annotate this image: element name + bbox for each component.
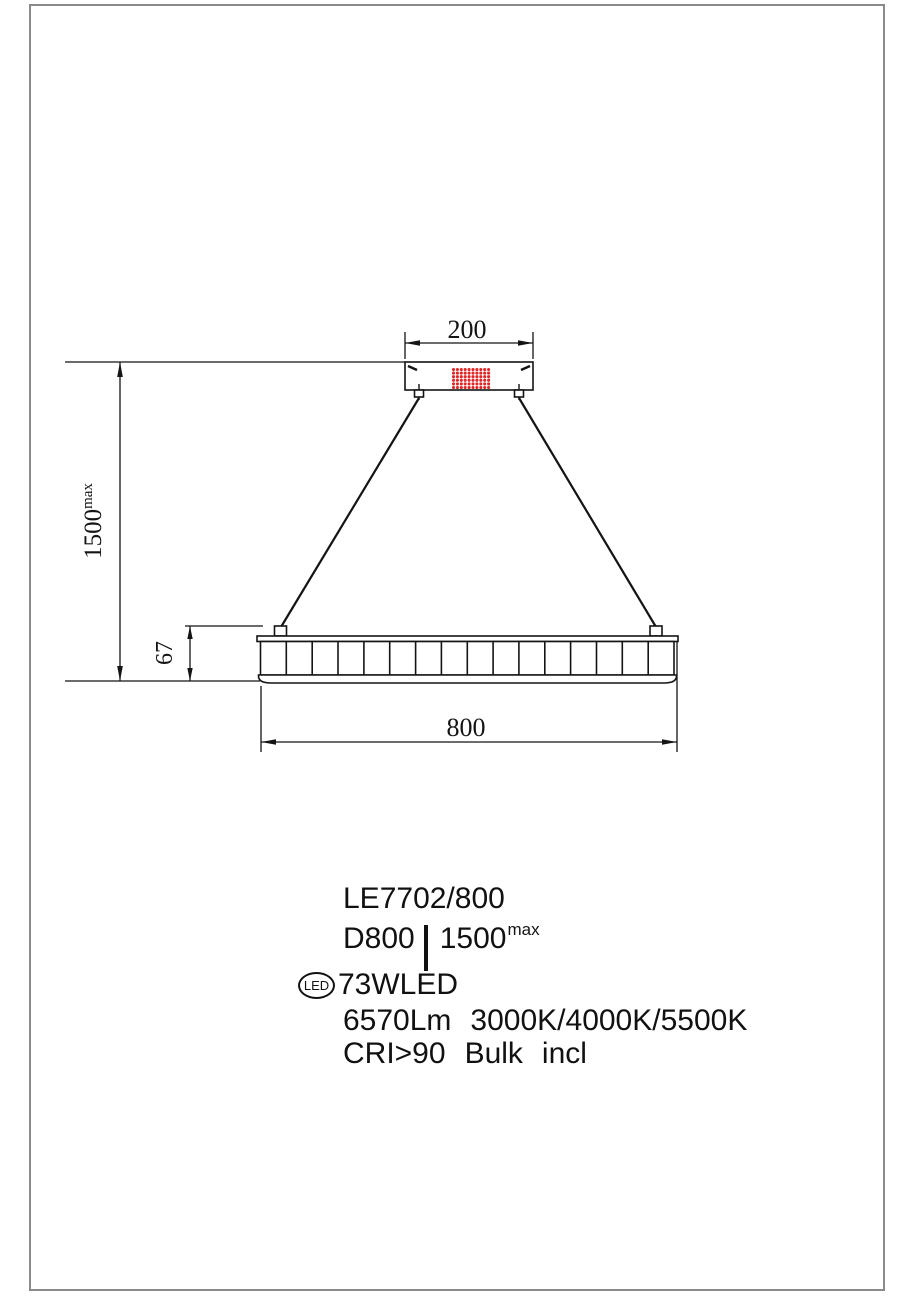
lumens-line	[343, 1006, 747, 1036]
color-temps-value: 3000K/4000K/5500K	[470, 1004, 748, 1037]
drop-superscript: max	[507, 920, 540, 939]
wattage-line	[298, 970, 458, 1000]
led-badge-icon: LED	[298, 972, 335, 999]
separator-bar	[424, 925, 428, 971]
bulk-label: Bulk	[464, 1037, 523, 1070]
size-line	[343, 920, 540, 971]
dim-1500-sup: max	[80, 483, 96, 509]
model-number: LE7702/800	[343, 882, 505, 915]
drop-value: 1500	[439, 922, 507, 955]
cri-line	[343, 1039, 587, 1069]
incl-label: incl	[541, 1037, 587, 1070]
lumens-value: 6570Lm	[343, 1004, 452, 1037]
dim-1500-value: 1500	[80, 508, 107, 559]
wattage-value: 73WLED	[338, 968, 459, 1001]
dim-200-label: 200	[447, 315, 487, 344]
diameter-value: D800	[343, 922, 415, 955]
dim-800-label: 800	[446, 713, 486, 742]
dim-67-label: 67	[152, 641, 178, 665]
cri-value: CRI>90	[343, 1037, 446, 1070]
